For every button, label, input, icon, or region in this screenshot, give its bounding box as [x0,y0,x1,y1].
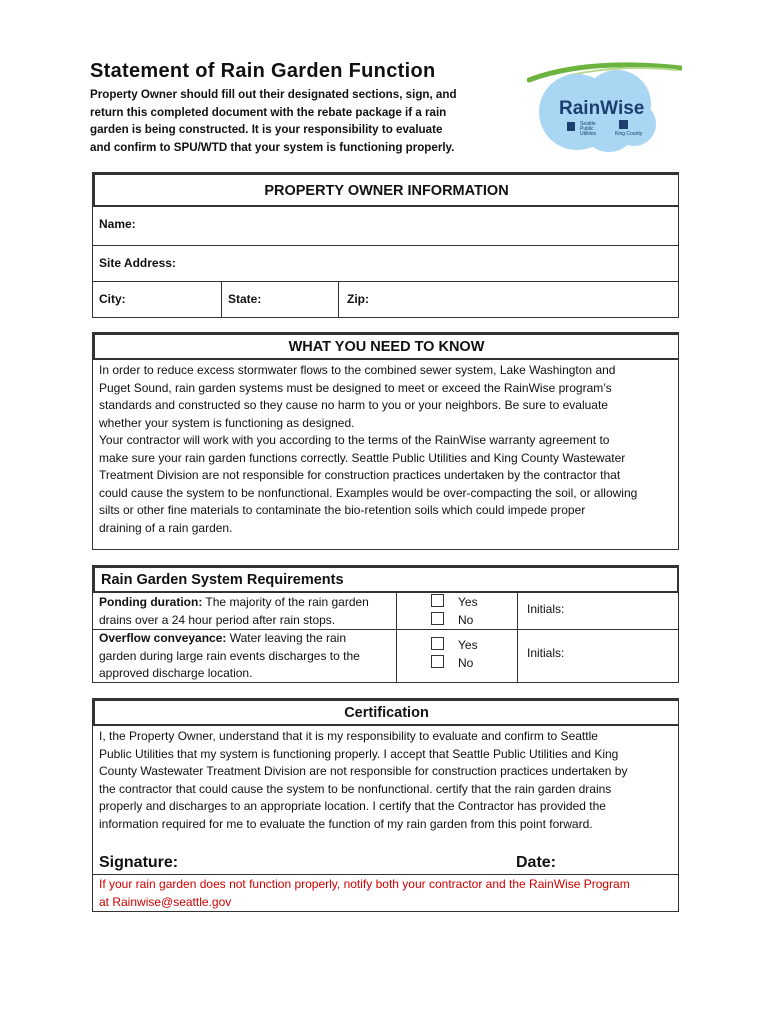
checkbox[interactable] [431,655,444,668]
requirements-table [92,592,679,683]
paragraph-line: County Wastewater Treatment Division are not responsible for construction practices undertaken by [99,764,628,778]
requirement-text: Water leaving the rain [226,631,347,645]
checkbox[interactable] [431,637,444,650]
paragraph-line: information required for me to evaluate the function of my rain garden from this point forward. [99,816,593,831]
certification-body [92,725,679,912]
owner-info-fields [92,206,679,318]
rainwise-logo-graphic [527,56,682,154]
date-field[interactable] [516,854,556,872]
requirement-text: approved discharge location. [99,666,253,680]
city-label: City: [99,292,126,306]
certification-text [93,726,678,835]
paragraph-line: make sure your rain garden functions correctly. Seattle Public Utilities and King County Wastewater [99,450,626,465]
signature-field[interactable] [99,854,178,872]
name-field[interactable] [93,207,678,246]
paragraph-line: Puget Sound, rain garden systems must be designed to meet or exceed the RainWise program’s [99,380,612,395]
certification-heading: Certification [92,698,679,725]
zip-label: Zip: [347,292,369,306]
intro-line: garden is being constructed. It is your responsibility to evaluate [90,123,443,136]
ponding-initials-field[interactable] [527,602,564,616]
initials-label: Initials: [527,602,565,616]
requirement-text: drains over a 24 hour period after rain stops. [99,612,336,627]
paragraph-line: I, the Property Owner, understand that it is my responsibility to evaluate and confirm to Seattle [99,729,598,743]
overflow-initials-field[interactable] [527,646,564,660]
requirement-ponding [99,594,394,629]
requirement-title: Overflow conveyance: [99,631,227,645]
overflow-yes-option[interactable] [431,637,478,655]
paragraph-line: could cause the system to be nonfunctional. Examples would be over-compacting the soil, or allowing [99,485,638,500]
date-label: Date: [516,854,557,871]
logo-name: RainWise [559,98,645,119]
notice-text [99,876,630,911]
requirement-text: garden during large rain events discharges to the [99,648,360,663]
paragraph-line: Your contractor will work with you according to the terms of the RainWise warranty agreement to [99,433,610,447]
need-to-know-section [92,332,679,550]
paragraph-line: properly and discharges to an appropriate location. I certify that the Contractor has provided the [99,799,606,813]
requirements-heading: Rain Garden System Requirements [92,565,679,592]
state-field[interactable] [222,281,339,317]
need-to-know-body [92,359,679,550]
certification-section [92,698,679,912]
paragraph-line: Public Utilities that my system is functioning properly. I accept that Seattle Public Utilities and King [99,746,619,761]
rainwise-logo [527,56,682,154]
need-to-know-heading: WHAT YOU NEED TO KNOW [92,332,679,359]
city-field[interactable] [93,281,222,317]
ponding-yes-option[interactable] [431,594,478,612]
signature-label: Signature: [99,854,179,871]
paragraph-line: Treatment Division are not responsible for construction practices undertaken by the contractor that [99,468,621,482]
logo-partner-line: Public [580,126,594,132]
logo-partner-line: Utilities [580,131,597,137]
intro-line: return this completed document with the rebate package if a rain [90,105,447,119]
logo-partner-line: Seattle [580,121,596,127]
overflow-no-option[interactable] [431,655,478,673]
site-address-label: Site Address: [99,256,176,270]
page-title: Statement of Rain Garden Function [90,60,436,82]
yes-label: Yes [458,595,478,609]
requirements-section [92,565,679,683]
intro-text [90,86,490,156]
no-label: No [458,612,474,627]
zip-field[interactable] [339,281,678,317]
paragraph-line: draining of a rain garden. [99,520,233,535]
initials-label: Initials: [527,646,565,660]
paragraph-line: standards and constructed so they cause no harm to you or your neighbors. Be sure to evaluate [99,398,608,412]
intro-line: and confirm to SPU/WTD that your system is functioning properly. [90,140,455,154]
paragraph-line: silts or other fine materials to contaminate the bio-retention soils which could impede proper [99,503,586,517]
overflow-options [431,637,478,672]
ponding-no-option[interactable] [431,612,478,630]
intro-line: Property Owner should fill out their designated sections, sign, and [90,88,457,101]
checkbox[interactable] [431,594,444,607]
notice-line: If your rain garden does not function properly, notify both your contractor and the RainWise Program [99,877,630,891]
owner-info-heading: PROPERTY OWNER INFORMATION [92,172,679,206]
yes-label: Yes [458,638,478,652]
requirement-text: The majority of the rain garden [202,595,369,609]
checkbox[interactable] [431,612,444,625]
site-address-field[interactable] [93,245,678,282]
requirement-overflow [99,630,394,683]
requirement-title: Ponding duration: [99,595,203,609]
notice-email-link[interactable]: at Rainwise@seattle.gov [99,894,232,909]
owner-info-section [92,172,679,318]
ponding-options [431,594,478,629]
no-label: No [458,655,474,670]
logo-partner-king-county: King County [615,131,643,137]
paragraph-line: the contractor that could cause the system to be nonfunctional. certify that the rain garden drains [99,781,612,796]
name-label: Name: [99,217,136,231]
paragraph-line: In order to reduce excess stormwater flows to the combined sewer system, Lake Washington and [99,363,616,377]
paragraph-line: whether your system is functioning as designed. [99,415,355,430]
state-label: State: [228,292,262,306]
